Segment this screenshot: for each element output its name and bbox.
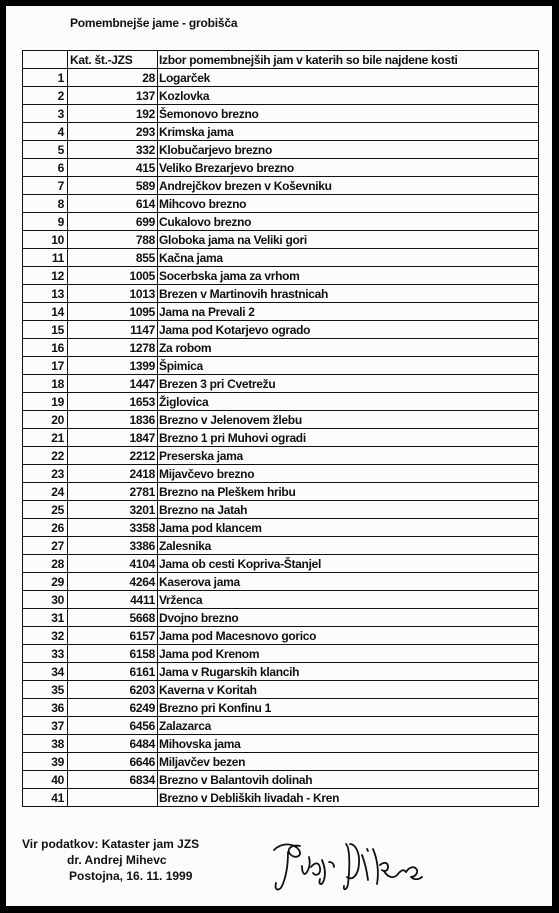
cadastre-number-cell: 192	[68, 105, 158, 123]
row-number: 17	[23, 357, 68, 375]
table-row	[23, 105, 539, 123]
cadastre-number-cell: 1836	[68, 411, 158, 429]
table-row	[23, 645, 539, 663]
cadastre-number-cell: 2781	[68, 483, 158, 501]
table-row	[23, 159, 539, 177]
cave-name-cell: Jama pod Kotarjevo ogrado	[158, 321, 539, 339]
table-row	[23, 69, 539, 87]
row-number: 4	[23, 123, 68, 141]
cadastre-number-cell	[68, 789, 158, 807]
cave-name-cell: Cukalovo brezno	[158, 213, 539, 231]
cadastre-number-cell: 2212	[68, 447, 158, 465]
cadastre-number-cell: 3201	[68, 501, 158, 519]
cave-name-cell: Mihcovo brezno	[158, 195, 539, 213]
table-row	[23, 573, 539, 591]
cadastre-number-cell: 4264	[68, 573, 158, 591]
header-number	[23, 51, 68, 69]
cave-name-cell: Jama na Prevali 2	[158, 303, 539, 321]
cave-name-cell: Miljavčev bezen	[158, 753, 539, 771]
table-row	[23, 213, 539, 231]
cave-name-cell: Klobučarjevo brezno	[158, 141, 539, 159]
cadastre-number-cell: 1095	[68, 303, 158, 321]
cave-name-cell: Jama v Rugarskih klancih	[158, 663, 539, 681]
table-row	[23, 681, 539, 699]
table-row	[23, 141, 539, 159]
cadastre-number-cell: 1399	[68, 357, 158, 375]
row-number: 11	[23, 249, 68, 267]
cave-name-cell: Jama pod Krenom	[158, 645, 539, 663]
table-row	[23, 393, 539, 411]
table-row	[23, 321, 539, 339]
cadastre-number-cell: 415	[68, 159, 158, 177]
cadastre-number-cell: 1447	[68, 375, 158, 393]
table-row	[23, 357, 539, 375]
table-row	[23, 87, 539, 105]
cadastre-number-cell: 699	[68, 213, 158, 231]
row-number: 41	[23, 789, 68, 807]
cadastre-number-cell: 6158	[68, 645, 158, 663]
cave-name-cell: Socerbska jama za vrhom	[158, 267, 539, 285]
table-row	[23, 447, 539, 465]
row-number: 28	[23, 555, 68, 573]
cave-name-cell: Jama ob cesti Kopriva-Štanjel	[158, 555, 539, 573]
row-number: 26	[23, 519, 68, 537]
row-number: 14	[23, 303, 68, 321]
caves-table	[22, 50, 539, 807]
table-row	[23, 501, 539, 519]
document-page	[6, 6, 552, 906]
cave-name-cell: Kaverna v Koritah	[158, 681, 539, 699]
cave-name-cell: Zalazarca	[158, 717, 539, 735]
row-number: 30	[23, 591, 68, 609]
table-row	[23, 285, 539, 303]
cave-name-cell: Zalesnika	[158, 537, 539, 555]
table-row	[23, 771, 539, 789]
cadastre-number-cell: 6484	[68, 735, 158, 753]
cave-name-cell: Vrženca	[158, 591, 539, 609]
cadastre-number-cell: 1005	[68, 267, 158, 285]
cave-name-cell: Brezno na Pleškem hribu	[158, 483, 539, 501]
cadastre-number-cell: 1013	[68, 285, 158, 303]
row-number: 2	[23, 87, 68, 105]
cave-name-cell: Brezno pri Konfinu 1	[158, 699, 539, 717]
table-row	[23, 699, 539, 717]
cave-name-cell: Krimska jama	[158, 123, 539, 141]
cave-name-cell: Brezno v Debliških livadah - Kren	[158, 789, 539, 807]
table-row	[23, 789, 539, 807]
table-row	[23, 429, 539, 447]
cadastre-number-cell: 1147	[68, 321, 158, 339]
cadastre-number-cell: 5668	[68, 609, 158, 627]
table-row	[23, 375, 539, 393]
row-number: 21	[23, 429, 68, 447]
row-number: 7	[23, 177, 68, 195]
row-number: 37	[23, 717, 68, 735]
cadastre-number-cell: 6646	[68, 753, 158, 771]
table-row	[23, 627, 539, 645]
row-number: 18	[23, 375, 68, 393]
table-row	[23, 465, 539, 483]
cadastre-number-cell: 6157	[68, 627, 158, 645]
table-row	[23, 591, 539, 609]
source-line: Vir podatkov: Kataster jam JZS	[22, 837, 200, 851]
cadastre-number-cell: 3358	[68, 519, 158, 537]
cave-name-cell: Kačna jama	[158, 249, 539, 267]
row-number: 40	[23, 771, 68, 789]
header-cadastre-number: Kat. št.-JZS	[68, 51, 158, 69]
author-line: dr. Andrej Mihevc	[67, 853, 167, 867]
cadastre-number-cell: 614	[68, 195, 158, 213]
row-number: 16	[23, 339, 68, 357]
cadastre-number-cell: 6456	[68, 717, 158, 735]
header-cave-selection: Izbor pomembnejših jam v katerih so bile najdene kosti	[158, 51, 539, 69]
table-row	[23, 735, 539, 753]
table-row	[23, 123, 539, 141]
cadastre-number-cell: 788	[68, 231, 158, 249]
cadastre-number-cell: 4411	[68, 591, 158, 609]
cave-name-cell: Veliko Brezarjevo brezno	[158, 159, 539, 177]
cadastre-number-cell: 589	[68, 177, 158, 195]
row-number: 13	[23, 285, 68, 303]
row-number: 9	[23, 213, 68, 231]
table-row	[23, 267, 539, 285]
table-row	[23, 717, 539, 735]
table-row	[23, 177, 539, 195]
cadastre-number-cell: 6834	[68, 771, 158, 789]
row-number: 20	[23, 411, 68, 429]
cave-name-cell: Brezno 1 pri Muhovi ogradi	[158, 429, 539, 447]
table-row	[23, 609, 539, 627]
table-row	[23, 519, 539, 537]
cave-name-cell: Jama pod klancem	[158, 519, 539, 537]
cadastre-number-cell: 6249	[68, 699, 158, 717]
cadastre-number-cell: 6161	[68, 663, 158, 681]
source-note	[22, 836, 199, 884]
cave-name-cell: Dvojno brezno	[158, 609, 539, 627]
row-number: 8	[23, 195, 68, 213]
cave-name-cell: Brezno v Balantovih dolinah	[158, 771, 539, 789]
document-title: Pomembnejše jame - grobišča	[70, 16, 238, 30]
handwritten-signature	[264, 832, 434, 898]
cave-name-cell: Za robom	[158, 339, 539, 357]
cadastre-number-cell: 3386	[68, 537, 158, 555]
row-number: 35	[23, 681, 68, 699]
table-header-row	[23, 51, 539, 69]
cadastre-number-cell: 28	[68, 69, 158, 87]
row-number: 36	[23, 699, 68, 717]
row-number: 32	[23, 627, 68, 645]
row-number: 38	[23, 735, 68, 753]
row-number: 25	[23, 501, 68, 519]
cadastre-number-cell: 293	[68, 123, 158, 141]
cadastre-number-cell: 855	[68, 249, 158, 267]
row-number: 10	[23, 231, 68, 249]
table-row	[23, 663, 539, 681]
row-number: 27	[23, 537, 68, 555]
row-number: 6	[23, 159, 68, 177]
cadastre-number-cell: 6203	[68, 681, 158, 699]
row-number: 31	[23, 609, 68, 627]
cave-name-cell: Šemonovo brezno	[158, 105, 539, 123]
cave-name-cell: Brezno v Jelenovem žlebu	[158, 411, 539, 429]
place-date-line: Postojna, 16. 11. 1999	[69, 869, 193, 883]
row-number: 29	[23, 573, 68, 591]
row-number: 3	[23, 105, 68, 123]
row-number: 5	[23, 141, 68, 159]
cave-name-cell: Špimica	[158, 357, 539, 375]
cave-name-cell: Globoka jama na Veliki gori	[158, 231, 539, 249]
table-row	[23, 195, 539, 213]
table-row	[23, 339, 539, 357]
row-number: 23	[23, 465, 68, 483]
cadastre-number-cell: 1653	[68, 393, 158, 411]
cave-name-cell: Brezen v Martinovih hrastnicah	[158, 285, 539, 303]
cave-name-cell: Jama pod Macesnovo gorico	[158, 627, 539, 645]
row-number: 1	[23, 69, 68, 87]
cave-name-cell: Preserska jama	[158, 447, 539, 465]
table-row	[23, 753, 539, 771]
cave-name-cell: Mihovska jama	[158, 735, 539, 753]
row-number: 24	[23, 483, 68, 501]
cadastre-number-cell: 1847	[68, 429, 158, 447]
table-row	[23, 231, 539, 249]
cadastre-number-cell: 1278	[68, 339, 158, 357]
row-number: 33	[23, 645, 68, 663]
row-number: 19	[23, 393, 68, 411]
row-number: 12	[23, 267, 68, 285]
cave-name-cell: Andrejčkov brezen v Koševniku	[158, 177, 539, 195]
cave-name-cell: Brezno na Jatah	[158, 501, 539, 519]
cadastre-number-cell: 4104	[68, 555, 158, 573]
row-number: 39	[23, 753, 68, 771]
table-row	[23, 249, 539, 267]
table-row	[23, 411, 539, 429]
table-row	[23, 303, 539, 321]
table-row	[23, 483, 539, 501]
cave-name-cell: Kaserova jama	[158, 573, 539, 591]
row-number: 15	[23, 321, 68, 339]
cadastre-number-cell: 2418	[68, 465, 158, 483]
cave-name-cell: Žiglovica	[158, 393, 539, 411]
cadastre-number-cell: 332	[68, 141, 158, 159]
cave-name-cell: Logarček	[158, 69, 539, 87]
cave-name-cell: Kozlovka	[158, 87, 539, 105]
table-row	[23, 537, 539, 555]
cave-name-cell: Brezen 3 pri Cvetrežu	[158, 375, 539, 393]
cave-name-cell: Mijavčevo brezno	[158, 465, 539, 483]
table-row	[23, 555, 539, 573]
cadastre-number-cell: 137	[68, 87, 158, 105]
row-number: 34	[23, 663, 68, 681]
row-number: 22	[23, 447, 68, 465]
